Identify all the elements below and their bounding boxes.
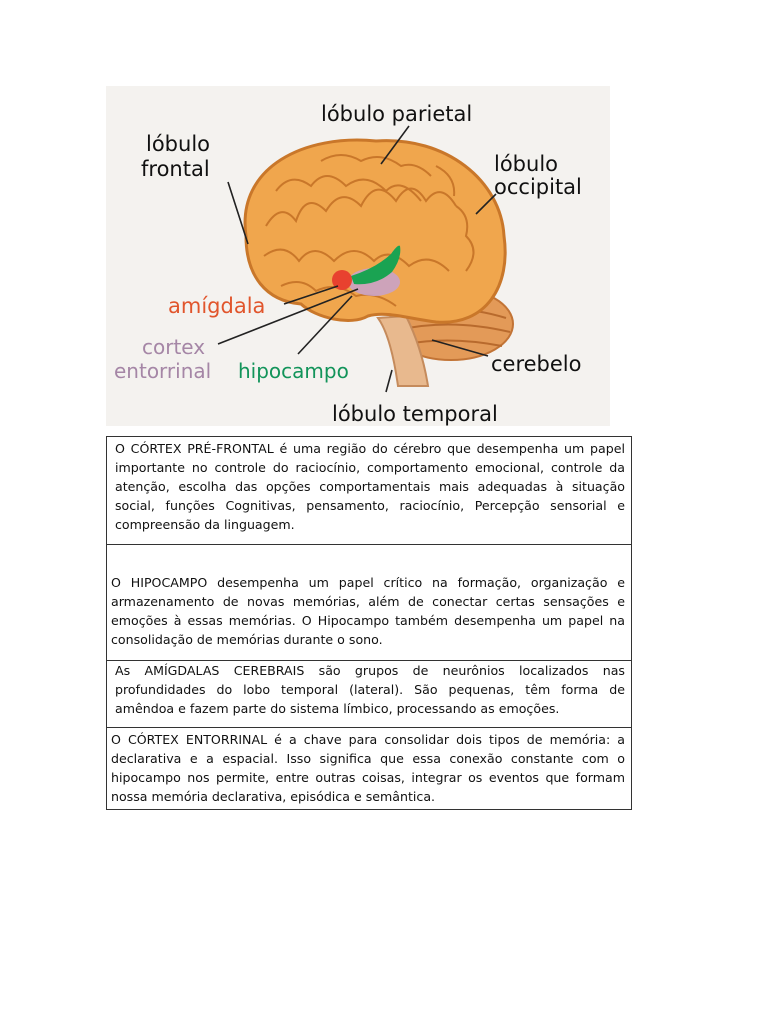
row-text: O HIPOCAMPO desempenha um papel crítico na formação, organização e armazenamento de novas memórias, além de conectar certas sensações e emoções à essas memórias. O Hipocampo também desempenha um papel na consolidação de memórias durante o sono. [111, 575, 625, 647]
svg-text:hipocampo [238, 359, 349, 383]
row-text: As AMÍGDALAS CEREBRAIS são grupos de neurônios localizados nas profundidades do lobo temporal (lateral). São pequenas, têm forma de amêndoa e fazem parte do sistema límbico, processando as emoções. [115, 663, 625, 716]
table-row-cortex-entorrinal [107, 728, 631, 809]
svg-text:lóbulo [146, 132, 210, 156]
label-lobulo-temporal: lóbulo temporal [332, 402, 498, 426]
svg-text:lóbulo parietal [321, 102, 472, 126]
table-row-hipocampo [107, 545, 631, 661]
svg-text:cerebelo [491, 352, 582, 376]
label-lobulo-occipital-2: occipital [494, 175, 582, 199]
label-lobulo-parietal: lóbulo parietal [321, 102, 473, 126]
svg-text:entorrinal [114, 359, 211, 383]
label-lobulo-frontal-2: frontal [141, 157, 210, 181]
label-lobulo-frontal-1: lóbulo [146, 132, 211, 156]
row-text: O CÓRTEX PRÉ-FRONTAL é uma região do cérebro que desempenha um papel importante no controle do raciocínio, comportamento emocional, controle da atenção, escolha das opções comportamentais mais adequadas à situação social, funções Cognitivas, pensamento, raciocínio, Percepção sensorial e compreensão da linguagem. [115, 441, 625, 532]
brain-diagram [106, 86, 610, 426]
table-row-amigdalas [107, 661, 631, 728]
brain-illustration [106, 86, 610, 426]
svg-text:lóbulo temporal [332, 402, 498, 426]
svg-text:cortex [142, 335, 205, 359]
descriptions-table [106, 436, 632, 810]
label-cerebelo: cerebelo [491, 352, 582, 376]
label-cortex-1: cortex [142, 335, 206, 359]
svg-text:occipital [494, 175, 582, 199]
svg-text:frontal [141, 157, 210, 181]
label-hipocampo: hipocampo [238, 359, 349, 383]
label-lobulo-occipital-1: lóbulo [494, 152, 559, 176]
label-amigdala: amígdala [168, 294, 266, 318]
svg-text:amígdala [168, 294, 265, 318]
table-row-cortex-pre-frontal [107, 437, 631, 545]
svg-text:lóbulo [494, 152, 558, 176]
label-cortex-2: entorrinal [114, 359, 212, 383]
row-text: O CÓRTEX ENTORRINAL é a chave para consolidar dois tipos de memória: a declarativa e a espacial. Isso significa que essa conexão constante com o hipocampo nos permite, entre outras coisas, integrar os eventos que formam nossa memória declarativa, episódica e semântica. [111, 732, 625, 804]
